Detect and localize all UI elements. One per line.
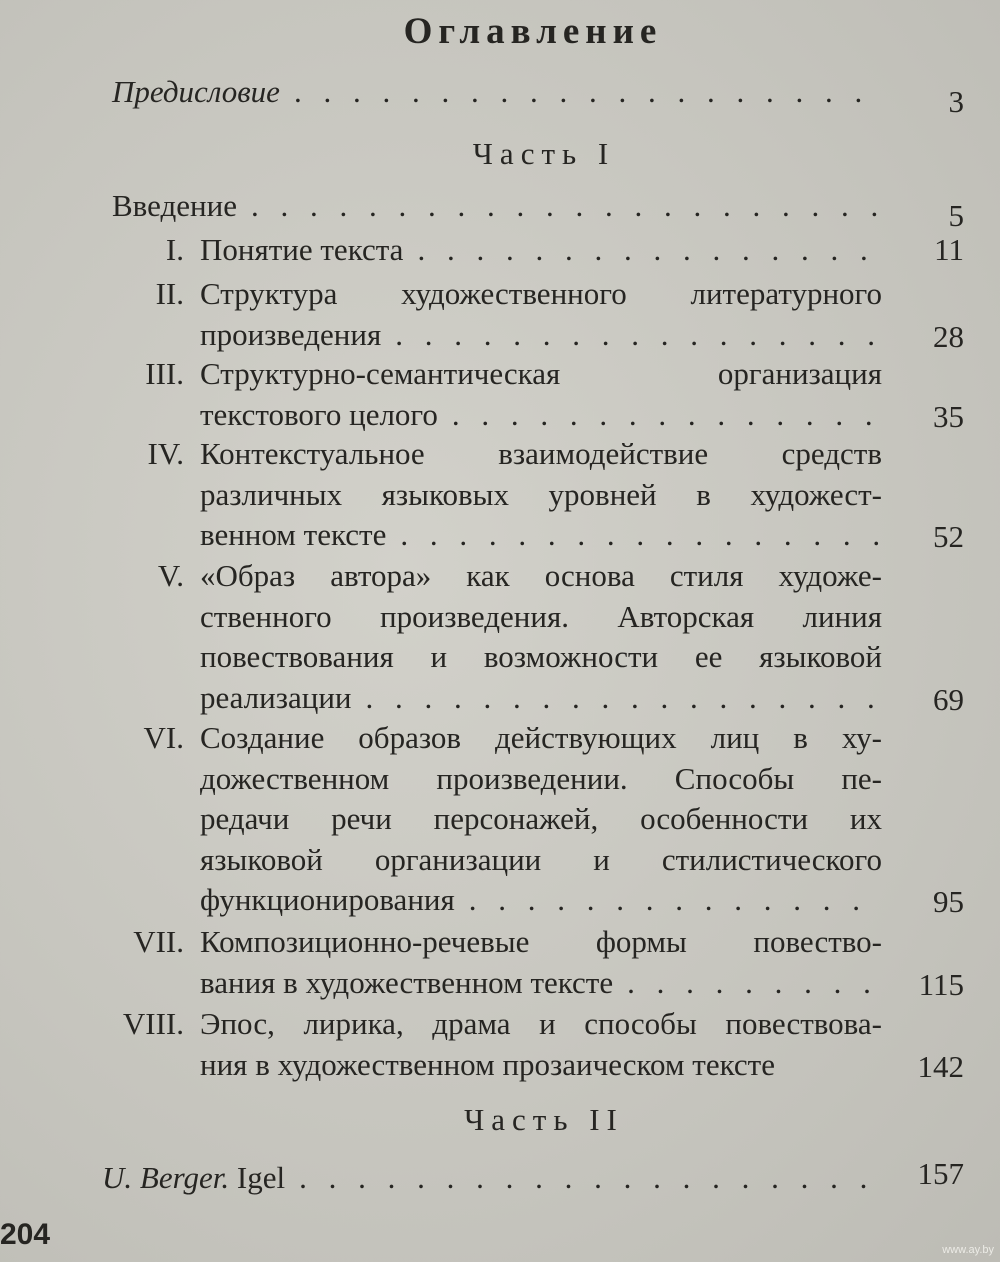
chapter-title-text: Понятие текста	[200, 232, 404, 267]
dot-leader	[469, 880, 882, 920]
toc-entry-intro	[112, 186, 882, 226]
chapter-title-text: реализации	[200, 679, 352, 715]
chapter-title-text: текстового целого	[200, 396, 438, 432]
chapter-number: II.	[155, 276, 184, 311]
chapter-title-line: повествования и возможности ее языковой	[200, 639, 882, 674]
chapter-title-text: ния в художественном прозаическом тексте	[200, 1046, 775, 1082]
chapter-title-line	[200, 880, 882, 920]
toc-page-number: 95	[933, 884, 964, 919]
chapter-title-line	[200, 963, 882, 1003]
chapter-title-line: языковой организации и стилистического	[200, 841, 882, 877]
chapter-title-text: произведения	[200, 316, 382, 352]
dot-leader	[299, 1158, 882, 1198]
chapter-title-line: Создание образов действующих лиц в ху-	[200, 720, 882, 755]
dot-leader	[395, 315, 882, 355]
chapter-title-line: Композиционно-речевые формы повество-	[200, 924, 882, 959]
toc-page-number: 28	[933, 318, 964, 354]
dot-leader	[294, 72, 882, 112]
toc-page-number: 115	[918, 966, 964, 1002]
chapter-title-line: ственного произведения. Авторская линия	[200, 598, 882, 634]
toc-page-number: 142	[917, 1048, 964, 1084]
chapter-number: I.	[165, 232, 184, 267]
chapter-number: IV.	[147, 436, 184, 471]
dot-leader	[452, 395, 882, 435]
toc-entry-preface	[112, 72, 882, 112]
toc-entry-part2	[102, 1158, 882, 1198]
chapter-title-text: венном тексте	[200, 517, 387, 552]
dot-leader	[627, 963, 882, 1003]
toc-page-number: 69	[933, 681, 964, 717]
chapter-number: V.	[157, 558, 184, 593]
toc-title: Оглавление	[403, 11, 663, 52]
chapter-title-line: различных языковых уровней в художест-	[200, 476, 882, 512]
chapter-number: VI.	[143, 720, 184, 755]
toc-page-number: 11	[934, 232, 964, 267]
author-name: U. Berger.	[102, 1160, 230, 1195]
work-title: Igel	[236, 1160, 286, 1195]
chapter-title-line: дожественном произведении. Способы пе-	[200, 760, 882, 796]
toc-page-number: 3	[948, 84, 964, 119]
toc-page-number: 157	[917, 1156, 964, 1191]
toc-page-number: 52	[933, 519, 964, 554]
chapter-number: VIII.	[122, 1006, 184, 1041]
dot-leader	[417, 230, 882, 270]
part-heading-2: Часть II	[464, 1102, 624, 1137]
chapter-title-text: вания в художественном тексте	[200, 964, 614, 1000]
chapter-title-line: Структура художественного литературного	[200, 276, 882, 311]
chapter-number: III.	[145, 356, 184, 391]
dot-leader	[366, 678, 882, 718]
folio-page-number: 204	[0, 1218, 51, 1251]
chapter-title-line	[200, 1045, 882, 1085]
chapter-title-line: Контекстуальное взаимодействие средств	[200, 436, 882, 471]
chapter-title-text: функционирования	[200, 882, 455, 917]
chapter-title-line	[200, 230, 882, 270]
chapter-title-line	[200, 678, 882, 718]
chapter-title-line: Эпос, лирика, драма и способы повествова-	[200, 1006, 882, 1041]
chapter-title-line	[200, 515, 882, 555]
chapter-title-line: редачи речи персонажей, особенности их	[200, 801, 882, 836]
chapter-title-line: Структурно-семантическая организация	[200, 356, 882, 391]
toc-page-number: 35	[933, 398, 964, 434]
toc-entry-text: Предисловие	[112, 74, 280, 109]
part-heading-1: Часть I	[472, 136, 616, 171]
watermark: www.ay.by	[942, 1244, 994, 1256]
chapter-title-line	[200, 395, 882, 435]
toc-entry-text	[102, 1158, 285, 1198]
chapter-title-line	[200, 315, 882, 355]
toc-page-number: 5	[948, 198, 964, 233]
chapter-number: VII.	[133, 924, 184, 959]
chapter-title-line: «Образ автора» как основа стиля художе-	[200, 558, 882, 593]
dot-leader	[251, 186, 882, 226]
dot-leader	[400, 515, 882, 555]
toc-entry-text: Введение	[112, 188, 237, 223]
